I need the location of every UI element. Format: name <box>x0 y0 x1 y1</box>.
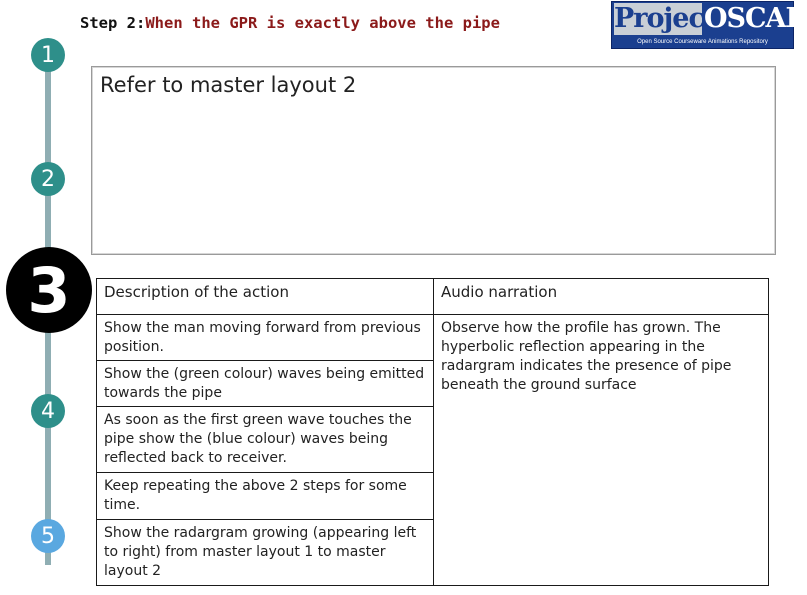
project-oscar-logo <box>611 1 807 49</box>
action-row-1: Show the man moving forward from previous position. <box>96 314 434 361</box>
step-marker-4: 4 <box>31 394 65 428</box>
logo-word-project: Project <box>614 3 716 34</box>
master-layout-box <box>91 66 776 255</box>
logo-subtitle: Open Source Courseware Animations Repository <box>637 39 768 45</box>
logo-word-oscar: OSCAR <box>704 3 807 34</box>
audio-narration-cell: Observe how the profile has grown. The hyperbolic reflection appearing in the radargram indicates the presence of pipe beneath the ground surface <box>433 314 769 586</box>
step-marker-1: 1 <box>31 38 65 72</box>
action-row-2: Show the (green colour) waves being emitted towards the pipe <box>96 360 434 407</box>
step-marker-5: 5 <box>31 519 65 553</box>
step-marker-3-current: 3 <box>6 247 92 333</box>
header-description: Description of the action <box>96 278 434 315</box>
action-narration-table <box>96 278 769 586</box>
action-row-3: As soon as the first green wave touches the pipe show the (blue colour) waves being reflected back to receiver. <box>96 406 434 473</box>
step-title <box>80 14 500 32</box>
action-row-5: Show the radargram growing (appearing left to right) from master layout 1 to master layout 2 <box>96 519 434 586</box>
step-description: When the GPR is exactly above the pipe <box>145 14 500 32</box>
action-row-4: Keep repeating the above 2 steps for some time. <box>96 472 434 520</box>
master-layout-reference: Refer to master layout 2 <box>100 73 357 97</box>
step-marker-2: 2 <box>31 162 65 196</box>
header-audio: Audio narration <box>433 278 769 315</box>
step-label: Step 2: <box>80 14 146 32</box>
